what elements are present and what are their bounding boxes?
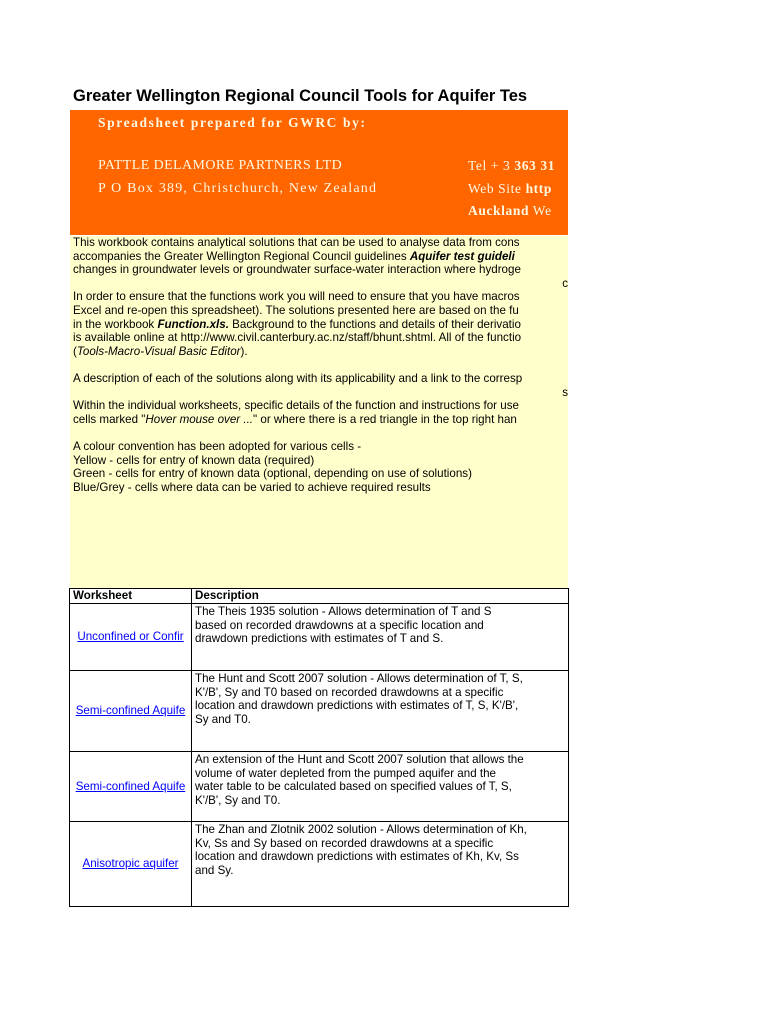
table-row xyxy=(70,822,569,907)
page-title: Greater Wellington Regional Council Tools for Aquifer Tes xyxy=(73,87,528,105)
desc-line: The Zhan and Zlotnik 2002 solution - Allows determination of Kh, xyxy=(195,823,527,836)
worksheet-link-unconfined[interactable]: Unconfined or Confir xyxy=(77,630,184,644)
guidelines-title: Aquifer test guideli xyxy=(409,249,515,263)
table-row xyxy=(70,604,569,671)
worksheet-header: Worksheet xyxy=(70,589,192,604)
desc-line: K'/B', Sy and T0. xyxy=(195,793,281,807)
desc-line: location and drawdown predictions with estimates of T, S, K'/B', xyxy=(195,699,519,713)
worksheet-link-semi-confined[interactable]: Semi-confined Aquife xyxy=(75,704,186,718)
online-line: is available online at http://www.civil.canterbury.ac.nz/staff/bhunt.shtml. All of the functio xyxy=(73,331,522,345)
desc-line: drawdown predictions with estimates of T and S. xyxy=(195,632,444,646)
worksheet-table xyxy=(69,588,569,907)
colour-yellow-line: Yellow - cells for entry of known data (required) xyxy=(73,453,315,467)
company-banner xyxy=(70,110,568,235)
desc-line: An extension of the Hunt and Scott 2007 solution that allows the xyxy=(195,753,524,766)
auckland-line: Auckland We xyxy=(468,203,552,218)
description-line: A description of each of the solutions along with its applicability and a link to the corresp xyxy=(73,371,523,385)
company-address: P O Box 389, Christchurch, New Zealand xyxy=(98,181,378,196)
desc-line: volume of water depleted from the pumped aquifer and the xyxy=(195,766,496,780)
description-header: Description xyxy=(192,589,569,604)
colour-green-line: Green - cells for entry of known data (optional, depending on use of solutions) xyxy=(73,467,472,481)
intro-fragment: c xyxy=(562,276,568,290)
macro-line: Excel and re-open this spreadsheet). The solutions presented here are based on the fu xyxy=(73,303,519,317)
desc-line: Kv, Ss and Sy based on recorded drawdowns at a specific xyxy=(195,836,494,850)
desc-line: K'/B', Sy and T0 based on recorded drawdowns at a specific xyxy=(195,685,504,699)
prepared-by-label: Spreadsheet prepared for GWRC by: xyxy=(98,115,367,130)
worksheet-link-semi-confined-volume[interactable]: Semi-confined Aquife xyxy=(75,779,186,793)
within-line: Within the individual worksheets, specific details of the function and instructions for use xyxy=(73,399,519,413)
intro-line: This workbook contains analytical solutions that can be used to analyse data from cons xyxy=(73,236,520,249)
intro-fragment: s xyxy=(562,385,568,399)
desc-line: Sy and T0. xyxy=(195,712,251,726)
desc-line: based on recorded drawdowns at a specific location and xyxy=(195,618,484,632)
desc-line: The Theis 1935 solution - Allows determination of T and S xyxy=(195,605,492,618)
table-header-row xyxy=(70,589,569,604)
company-name: PATTLE DELAMORE PARTNERS LTD xyxy=(98,158,343,173)
function-file-name: Function.xls. xyxy=(157,317,229,331)
intro-text-block xyxy=(70,236,568,588)
vb-editor-line: (Tools-Macro-Visual Basic Editor). xyxy=(73,344,248,358)
desc-line: The Hunt and Scott 2007 solution - Allows determination of T, S, xyxy=(195,672,523,685)
desc-line: water table to be calculated based on specified values of T, S, xyxy=(195,780,512,794)
website-link[interactable]: http xyxy=(525,181,552,196)
colour-blue-line: Blue/Grey - cells where data can be varied to achieve required results xyxy=(73,480,431,494)
desc-line: and Sy. xyxy=(195,863,234,877)
macro-line: In order to ensure that the functions work you will need to ensure that you have macros xyxy=(73,290,520,304)
macro-line: in the workbook Function.xls. Background to the functions and details of their derivatio xyxy=(73,317,521,331)
table-row xyxy=(70,752,569,822)
table-row xyxy=(70,671,569,752)
website-line: Web Site http xyxy=(468,181,552,196)
worksheet-link-anisotropic[interactable]: Anisotropic aquifer xyxy=(82,857,179,871)
colour-convention-line: A colour convention has been adopted for various cells - xyxy=(73,439,362,453)
desc-line: location and drawdown predictions with estimates of Kh, Kv, Ss xyxy=(195,850,519,864)
intro-line: changes in groundwater levels or groundwater surface-water interaction where hydroge xyxy=(73,263,521,277)
phone-line: Tel + 3 363 31 xyxy=(468,158,556,173)
intro-line: accompanies the Greater Wellington Regional Council guidelines Aquifer test guideli xyxy=(73,249,515,263)
hover-line: cells marked "Hover mouse over ..." or where there is a red triangle in the top right han xyxy=(73,412,517,426)
